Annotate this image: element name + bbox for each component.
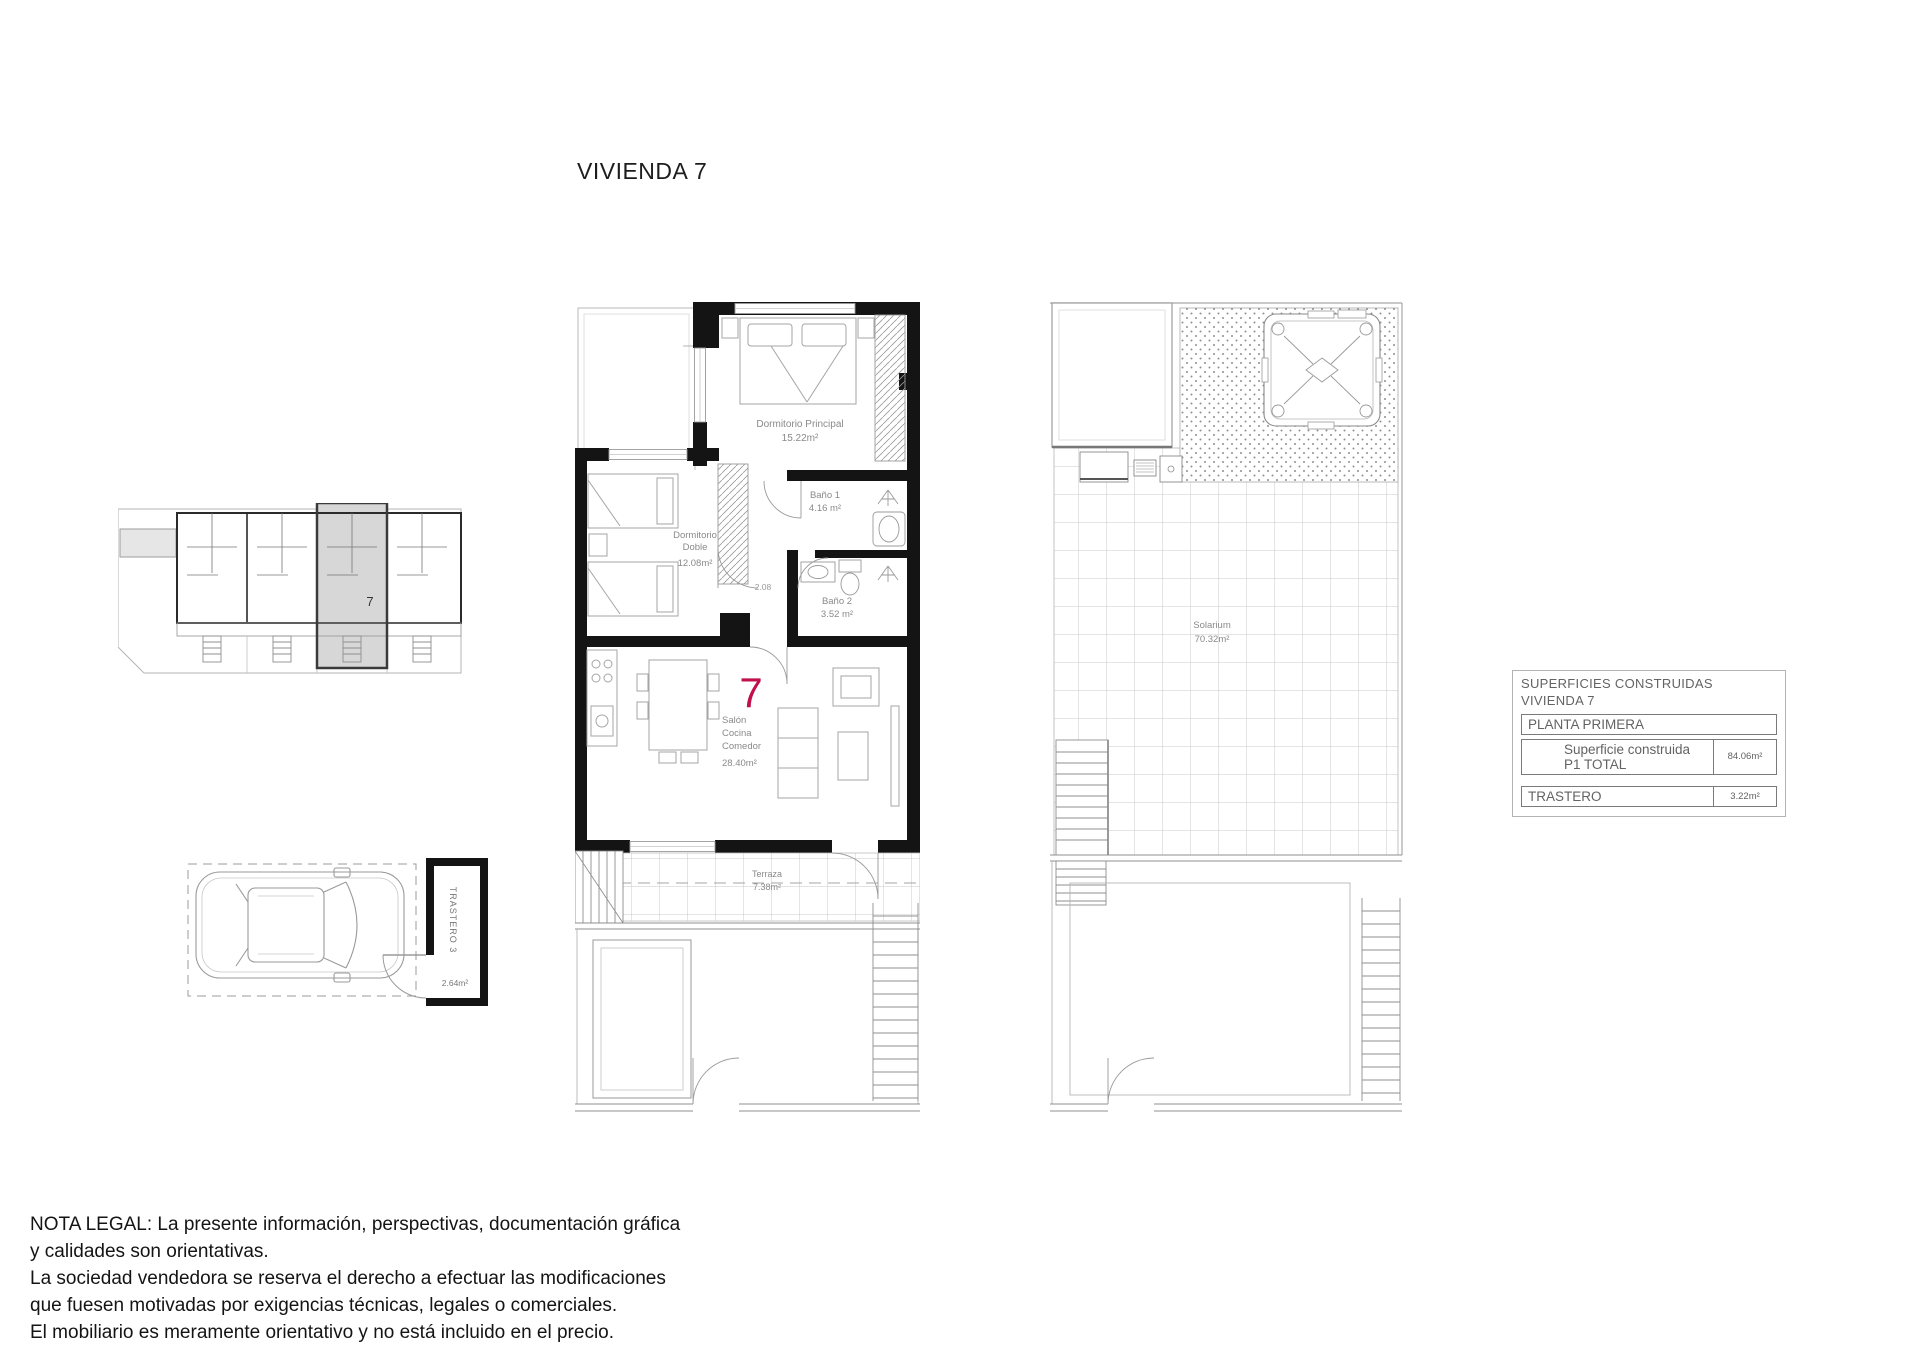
summary-trastero-value: 3.22m² — [1713, 787, 1776, 806]
main-floor-plan — [575, 298, 920, 1118]
room-label-salon-1: Salón — [722, 715, 747, 726]
garden-gate-arc — [693, 1058, 739, 1104]
room-label-salon-2: Cocina — [722, 728, 752, 739]
bano2-fixtures — [798, 558, 898, 595]
stair-terraza — [575, 851, 623, 923]
beds-doble — [588, 474, 678, 616]
legal-line-5: El mobiliario es meramente orientativo y no está incluido en el precio. — [30, 1321, 615, 1343]
site-key-plan — [118, 503, 483, 678]
jacuzzi — [1262, 310, 1382, 429]
room-area-terraza: 7.38m² — [752, 882, 782, 892]
room-area-salon: 28.40m² — [722, 758, 757, 769]
site-unit7-label: 7 — [366, 594, 374, 609]
room-label-salon-3: Comedor — [722, 741, 762, 752]
parking-space-outline — [188, 864, 416, 996]
wardrobe-principal — [875, 315, 905, 461]
room-area-bano1: 4.16 m² — [808, 503, 842, 514]
garden — [575, 903, 920, 1113]
car-top-view — [196, 868, 404, 982]
summary-superficie-label: Superficie construida P1 TOTAL — [1564, 741, 1691, 772]
trastero-area: 2.64m² — [441, 978, 469, 988]
legal-line-2: y calidades son orientativas. — [30, 1240, 269, 1262]
site-garage-block — [120, 529, 176, 557]
summary-row-trastero — [1521, 786, 1777, 807]
room-label-dormitorio-principal: Dormitorio Principal — [756, 419, 844, 430]
summary-row-planta-primera: PLANTA PRIMERA — [1521, 714, 1777, 735]
room-area-dormitorio-doble: 12.08m² — [677, 558, 713, 569]
legal-line-1: NOTA LEGAL: La presente información, perspectivas, documentación gráfica — [30, 1214, 681, 1235]
room-area-dormitorio-principal: 15.22m² — [781, 433, 819, 444]
surface-summary-table — [1512, 670, 1786, 817]
room-label-dormitorio-doble-2: Doble — [682, 542, 708, 553]
room-label-bano1: Baño 1 — [809, 490, 841, 501]
room-label-dormitorio-doble-1: Dormitorio — [673, 530, 717, 541]
trastero-label: TRASTERO 3 — [448, 886, 458, 954]
roof-solarium-plan — [1050, 298, 1408, 1118]
parking-trastero-plan — [186, 858, 488, 1008]
roof-patio — [1050, 855, 1402, 1113]
room-label-terraza: Terraza — [751, 869, 783, 879]
room-label-bano2: Baño 2 — [821, 596, 853, 607]
patio-ladder-stair — [1362, 898, 1400, 1101]
room-area-bano2: 3.52 m² — [820, 609, 854, 620]
stair-to-solarium — [1056, 740, 1108, 855]
hall-dimension: 2.08 — [754, 582, 772, 592]
stair-bulkhead-room — [1052, 303, 1172, 447]
legal-note — [30, 1212, 750, 1347]
room-label-solarium: Solarium — [1193, 620, 1231, 631]
room-area-solarium: 70.32m² — [1194, 634, 1230, 645]
summary-superficie-value: 84.06m² — [1713, 740, 1776, 774]
stair-garden-ladder — [873, 903, 918, 1101]
legal-line-4: que fuesen motivadas por exigencias técnicas, legales o comerciales. — [30, 1294, 618, 1316]
summary-header-line1: SUPERFICIES CONSTRUIDAS — [1521, 676, 1713, 691]
bed-principal — [722, 318, 874, 404]
dining-table — [637, 660, 719, 763]
sofa-set — [778, 668, 899, 806]
summary-trastero-label: TRASTERO — [1528, 788, 1602, 804]
legal-line-3: La sociedad vendedora se reserva el derecho a efectuar las modificaciones — [30, 1267, 666, 1289]
kitchen-units — [587, 650, 617, 746]
summary-row-superficie — [1521, 739, 1777, 775]
unit-number: 7 — [739, 669, 763, 716]
page-title: VIVIENDA 7 — [577, 158, 708, 184]
open-void-terrace — [578, 308, 707, 470]
patio-gate-arc — [1108, 1058, 1154, 1104]
summary-header-line2: VIVIENDA 7 — [1521, 692, 1595, 708]
